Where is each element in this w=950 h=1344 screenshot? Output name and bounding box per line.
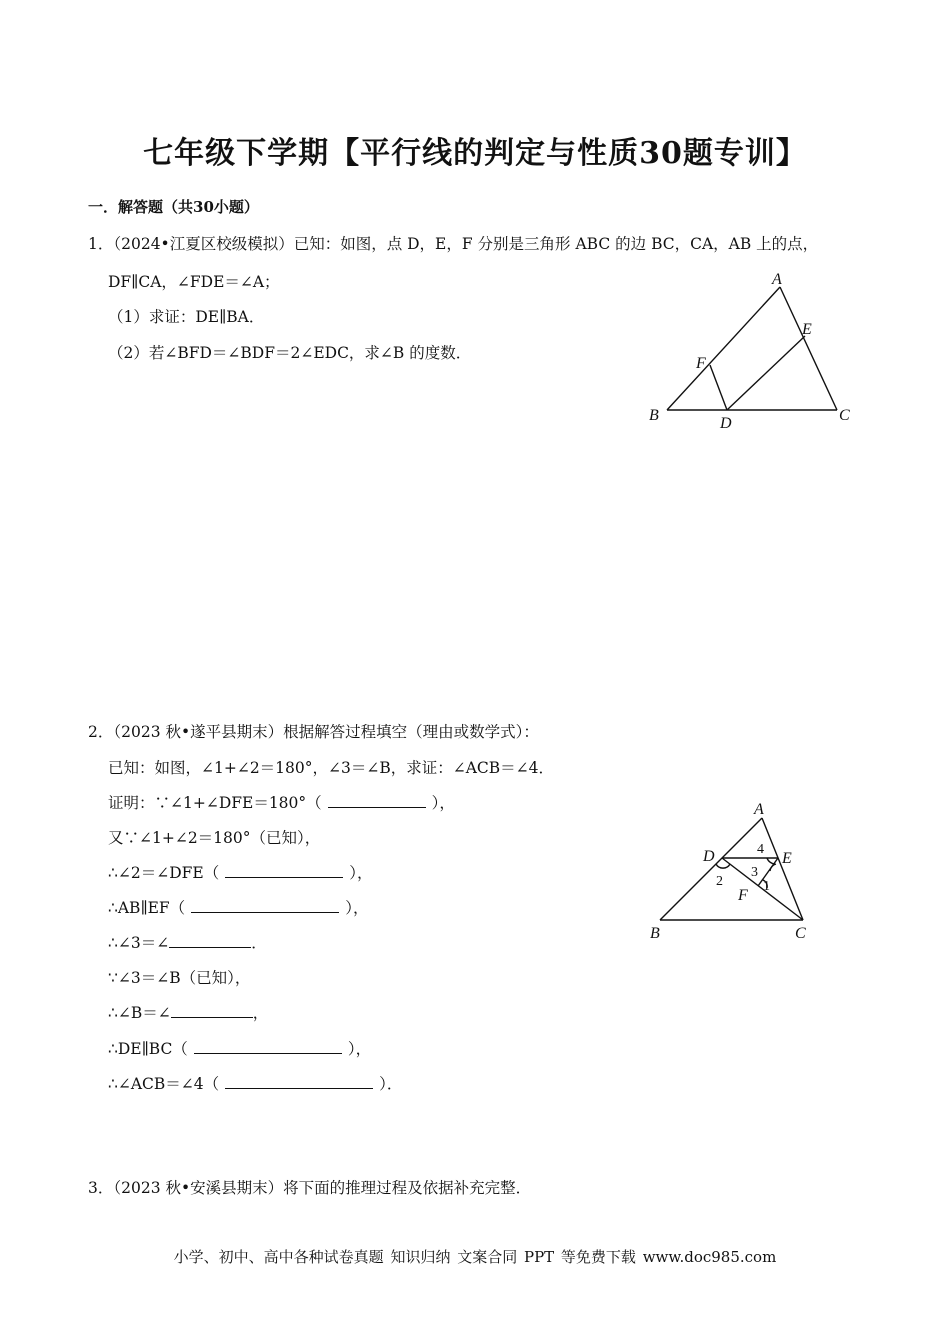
q2-step-5-end: ．	[251, 934, 267, 952]
q2-proof-step-4	[108, 896, 368, 918]
section-heading: 一．解答题（共30小题）	[88, 198, 259, 216]
q2-angle-label-3: 3	[751, 865, 758, 880]
q1-label-d: D	[720, 415, 732, 430]
q2-step-4-text: ∴AB∥EF（	[108, 899, 186, 917]
q2-known: 已知：如图，∠1+∠2＝180°，∠3＝∠B，求证：∠ACB＝∠4．	[108, 759, 555, 777]
q2-proof-step-2: 又∵∠1+∠2＝180°（已知），	[108, 829, 321, 847]
q1-side-ab	[667, 287, 780, 410]
q1-segment-df	[710, 365, 727, 410]
q1-label-c: C	[839, 407, 850, 424]
q1-side-ac	[780, 287, 837, 410]
q2-proof-step-1	[108, 791, 455, 813]
q1-label-b: B	[649, 407, 659, 424]
q2-blank-7[interactable]	[225, 1074, 373, 1089]
q2-step-7-end: ，	[252, 1004, 269, 1022]
q2-proof-step-9	[108, 1072, 402, 1094]
page-footer: 小学、初中、高中各种试卷真题 知识归纳 文案合同 PPT 等免费下载 www.doc985.com	[173, 1248, 777, 1266]
q2-step-1-end: ），	[431, 794, 455, 812]
q1-part-1: （1）求证：DE∥BA．	[108, 308, 265, 326]
q2-label-b: B	[650, 925, 660, 942]
q2-label-d: D	[703, 848, 715, 865]
q2-step-8-text: ∴DE∥BC（	[108, 1040, 188, 1058]
q2-angle-mark-3	[770, 864, 776, 871]
q2-proof-step-6: ∵∠3＝∠B（已知），	[108, 969, 251, 987]
q2-triangle-figure	[645, 798, 820, 948]
q2-step-8-end: ），	[347, 1040, 372, 1058]
q2-side-ab	[660, 818, 762, 920]
q2-angle-label-2: 2	[716, 874, 723, 889]
q2-angle-label-1: 1	[763, 879, 770, 894]
q2-step-9-end: ）．	[379, 1075, 403, 1093]
q2-proof-step-5	[108, 931, 267, 953]
q2-step-3-end: ），	[349, 864, 373, 882]
q1-line-2: DF∥CA，∠FDE＝∠A；	[108, 273, 280, 291]
q2-step-5-text: ∴∠3＝∠	[108, 934, 170, 952]
q2-label-a: A	[754, 801, 764, 818]
q2-label-e: E	[782, 850, 792, 867]
q2-blank-3[interactable]	[191, 898, 339, 913]
q1-label-f: F	[696, 355, 706, 372]
q1-part-2: （2）若∠BFD＝∠BDF＝2∠EDC，求∠B 的度数．	[108, 344, 472, 362]
q2-proof-step-3	[108, 861, 372, 883]
q2-blank-2[interactable]	[225, 863, 343, 878]
q2-header: 2．（2023 秋•遂平县期末）根据解答过程填空（理由或数学式）：	[88, 723, 539, 741]
q2-step-7-text: ∴∠B＝∠	[108, 1004, 171, 1022]
q2-blank-5[interactable]	[171, 1003, 253, 1018]
q2-blank-1[interactable]	[328, 793, 426, 808]
q2-step-3-text: ∴∠2＝∠DFE（	[108, 864, 220, 882]
q2-blank-6[interactable]	[194, 1039, 342, 1054]
q2-step-9-text: ∴∠ACB＝∠4（	[108, 1075, 220, 1093]
question-3-header: 3．（2023 秋•安溪县期末）将下面的推理过程及依据补充完整．	[88, 1179, 532, 1197]
page-title: 七年级下学期【平行线的判定与性质30题专训】	[143, 136, 807, 171]
q2-label-f: F	[738, 887, 748, 904]
q2-label-c: C	[795, 925, 806, 942]
q1-triangle-figure	[645, 270, 855, 430]
q1-label-a: A	[772, 271, 782, 288]
q2-proof-step-8	[108, 1037, 371, 1059]
q2-step-1-text: 证明：∵∠1+∠DFE＝180°（	[108, 794, 322, 812]
q2-step-4-end: ），	[345, 899, 369, 917]
q2-angle-mark-2	[716, 864, 730, 868]
q2-angle-label-4: 4	[757, 842, 764, 857]
q1-label-e: E	[802, 321, 812, 338]
q1-line-1: 1．（2024•江夏区校级模拟）已知：如图，点 D，E，F 分别是三角形 ABC 的边 BC，CA，AB 上的点，	[88, 235, 819, 253]
q2-blank-4[interactable]	[169, 933, 251, 948]
q1-segment-de	[727, 336, 805, 410]
q2-proof-step-7	[108, 1001, 268, 1023]
